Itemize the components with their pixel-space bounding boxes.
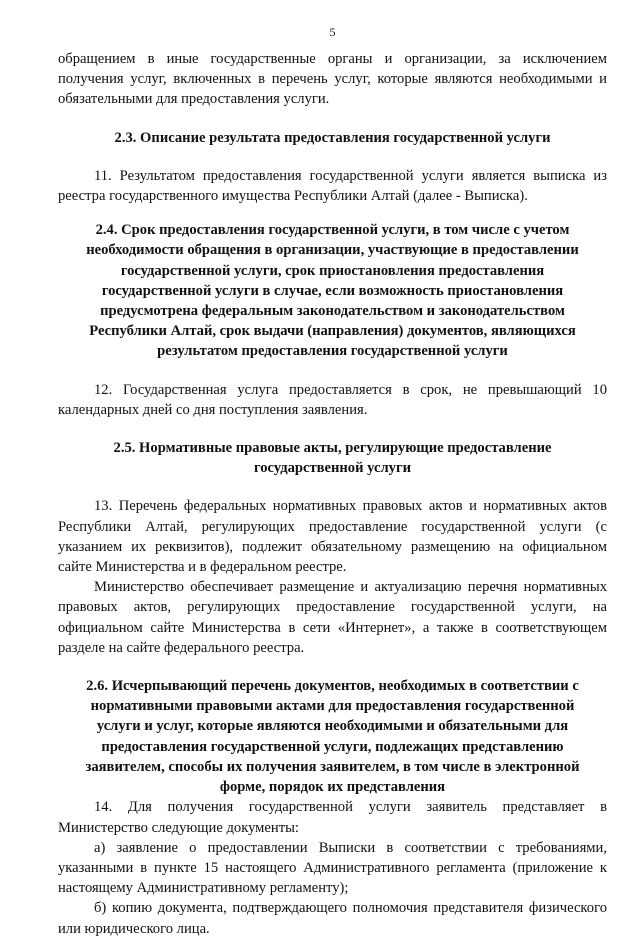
paragraph-12: 12. Государственная услуга предоставляется в срок, не превышающий 10 календарных дней со дня поступления заявления.: [58, 381, 607, 418]
paragraph-11: 11. Результатом предоставления государственной услуги является выписка из реестра государственного имущества Республики Алтай (далее - Выписка).: [58, 167, 607, 205]
page-number: 5: [329, 25, 336, 39]
paragraph-continuation: обращением в иные государственные органы и организации, за исключением получения услуг, включенных в перечень услуг, которые являются необходимыми и обязательными для предоставления услуги.: [58, 51, 607, 108]
paragraph-14: 14. Для получения государственной услуги заявитель представляет в Министерство следующие документы:: [58, 799, 607, 836]
section-heading-2-6: 2.6. Исчерпывающий перечень документов, необходимых в соответствии с нормативными правовыми актами для предоставления государственной услуги и услуг, которые являются необходимыми и обязательными для предоставления государственной услуги, подлежащих представлению заявителем, способы их получения заявителем, в том числе в электронной форме, порядок их представления: [85, 678, 580, 796]
section-heading-2-3: 2.3. Описание результата предоставления государственной услуги: [114, 129, 551, 146]
paragraph-13: 13. Перечень федеральных нормативных правовых актов и нормативных актов Республики Алтай, регулирующих предоставление государственной услуги (с указанием их реквизитов), подлежит обязательному размещению на официальном сайте Министерства и в федеральном реестре.: [58, 498, 607, 576]
section-heading-2-5: 2.5. Нормативные правовые акты, регулирующие предоставление государственной услуги: [113, 440, 552, 477]
paragraph-14-a: а) заявление о предоставлении Выписки в соответствии с требованиями, указанными в пункте 15 настоящего Административного регламента (приложение к настоящему Административному регламенту);: [58, 839, 607, 897]
paragraph-13-continued: Министерство обеспечивает размещение и актуализацию перечня нормативных правовых актов, регулирующих предоставление государственной услуги, на официальном сайте Министерства в сети «Интернет», а также в соответствующем разделе на сайте федерального реестра.: [58, 579, 607, 656]
paragraph-14-b: б) копию документа, подтверждающего полномочия представителя физического или юридического лица.: [58, 900, 607, 937]
section-heading-2-4: 2.4. Срок предоставления государственной услуги, в том числе с учетом необходимости обращения в организации, участвующие в предоставлении государственной услуги, срок приостановления предоставления государственной услуги в случае, если возможность приостановления предусмотрена федеральным законодательством и законодательством Республики Алтай, срок выдачи (направления) документов, являющихся результатом предоставления государственной услуги: [86, 222, 579, 360]
